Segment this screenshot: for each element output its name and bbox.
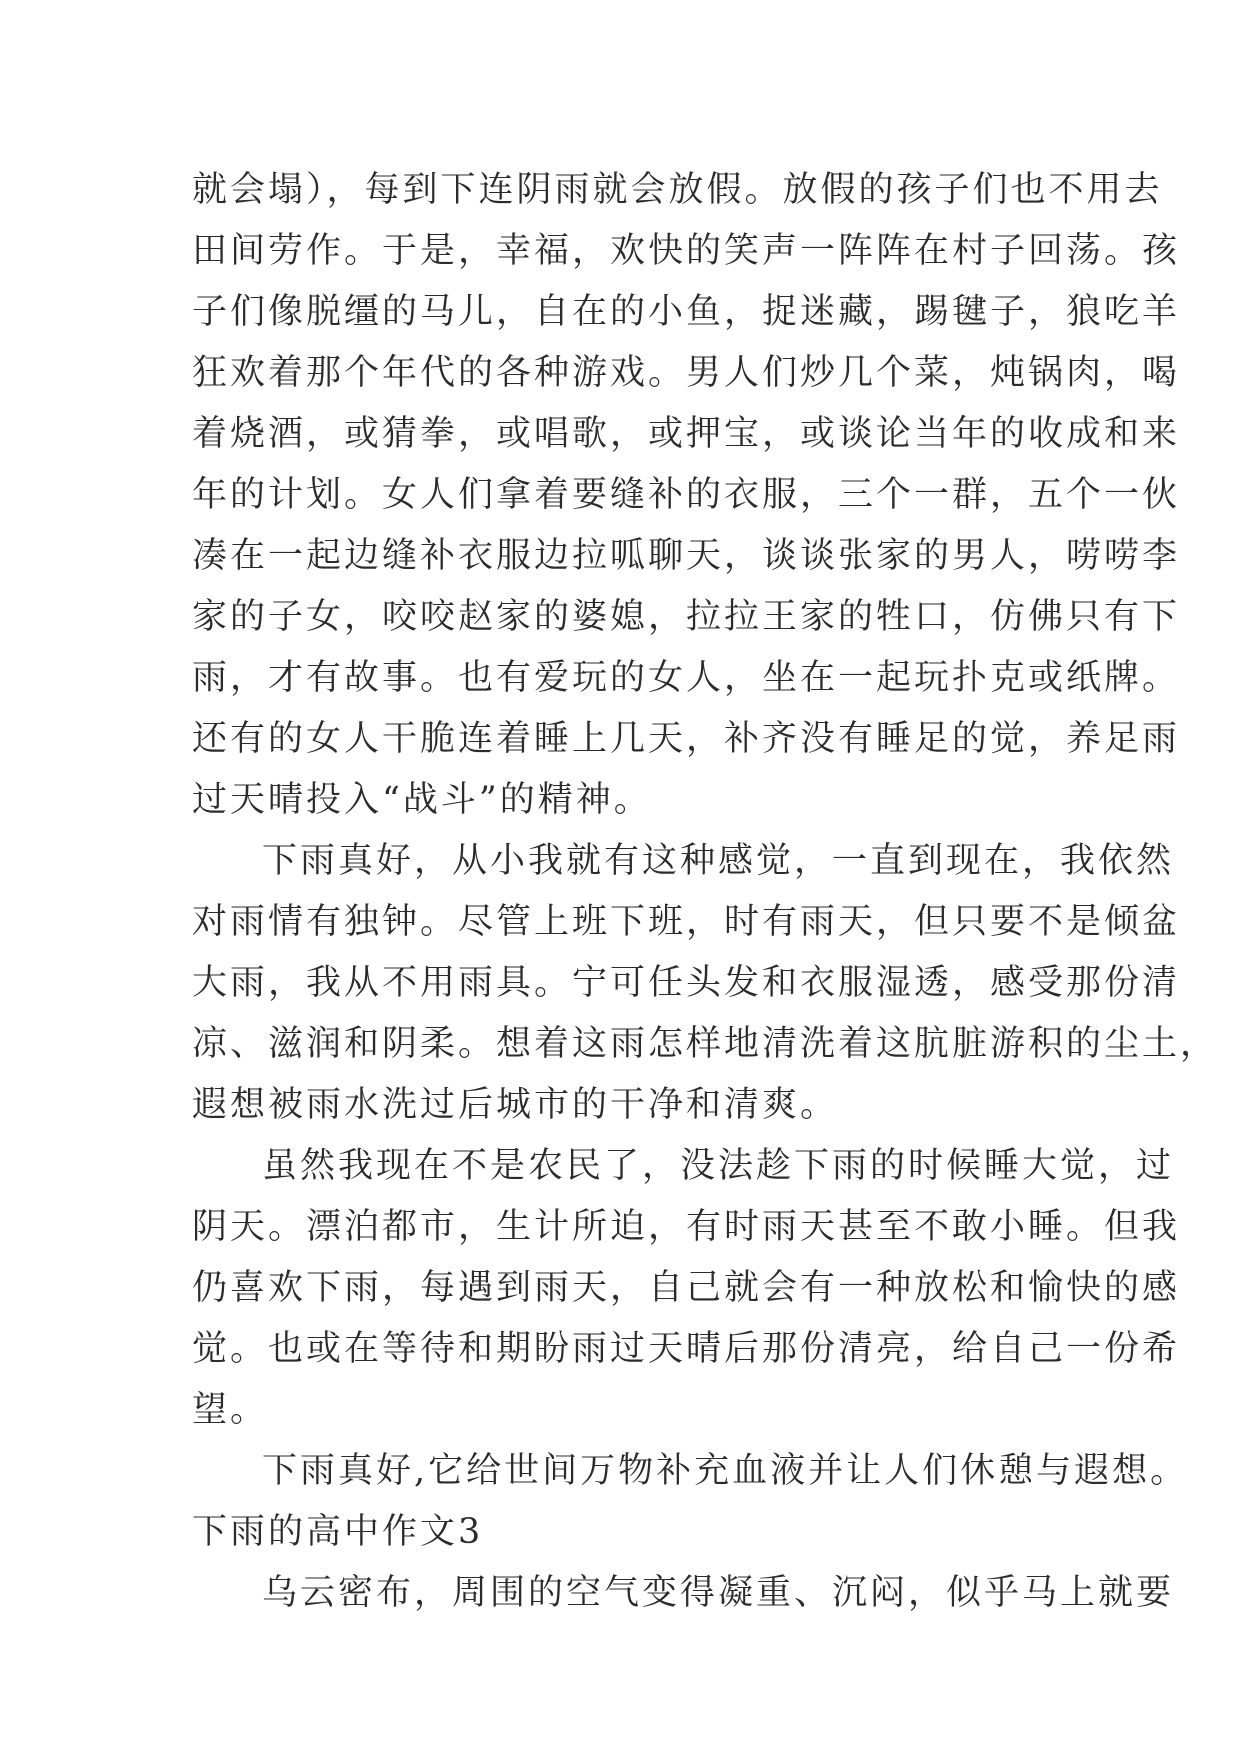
essay-text: [192, 160, 1219, 1624]
text-line: 望。: [192, 1390, 269, 1430]
paragraph-start-line: 下雨真好，从小我就有这种感觉，一直到现在，我依然: [262, 841, 1175, 881]
paragraph-start-line: 下雨真好,它给世间万物补充血液并让人们休憩与遐想。: [262, 1451, 1189, 1491]
text-line: 就会塌），每到下连阴雨就会放假。放假的孩子们也不用去: [192, 170, 1163, 210]
paragraph-start-line: 虽然我现在不是农民了，没法趁下雨的时候睡大觉，过: [262, 1146, 1175, 1186]
text-line: 田间劳作。于是，幸福，欢快的笑声一阵阵在村子回荡。孩: [192, 231, 1181, 271]
text-line: 过天晴投入“战斗”的精神。: [192, 780, 652, 820]
text-line: 雨，才有故事。也有爱玩的女人，坐在一起玩扑克或纸牌。: [192, 658, 1181, 698]
text-line: 阴天。漂泊都市，生计所迫，有时雨天甚至不敢小睡。但我: [192, 1207, 1181, 1247]
text-line: 觉。也或在等待和期盼雨过天晴后那份清亮，给自己一份希: [192, 1329, 1181, 1369]
paragraph-start-line: 乌云密布，周围的空气变得凝重、沉闷，似乎马上就要: [262, 1573, 1175, 1613]
text-line: 还有的女人干脆连着睡上几天，补齐没有睡足的觉，养足雨: [192, 719, 1181, 759]
text-line: 子们像脱缰的马儿，自在的小鱼，捉迷藏，踢毽子，狼吃羊: [192, 292, 1181, 332]
text-line: 凉、滋润和阴柔。想着这雨怎样地清洗着这肮脏游积的尘土，: [192, 1024, 1219, 1064]
text-line: 仍喜欢下雨，每遇到雨天，自己就会有一种放松和愉快的感: [192, 1268, 1181, 1308]
text-line: 家的子女，咬咬赵家的婆媳，拉拉王家的牲口，仿佛只有下: [192, 597, 1181, 637]
text-line: 大雨，我从不用雨具。宁可任头发和衣服湿透，感受那份清: [192, 963, 1181, 1003]
text-line: 年的计划。女人们拿着要缝补的衣服，三个一群，五个一伙: [192, 475, 1181, 515]
text-line: 遐想被雨水洗过后城市的干净和清爽。: [192, 1085, 839, 1125]
text-line: 着烧酒，或猜拳，或唱歌，或押宝，或谈论当年的收成和来: [192, 414, 1181, 454]
text-line: 凑在一起边缝补衣服边拉呱聊天，谈谈张家的男人，唠唠李: [192, 536, 1181, 576]
text-line: 狂欢着那个年代的各种游戏。男人们炒几个菜，炖锅肉，喝: [192, 353, 1181, 393]
text-line: 对雨情有独钟。尽管上班下班，时有雨天，但只要不是倾盆: [192, 902, 1181, 942]
section-heading: 下雨的高中作文3: [192, 1512, 484, 1552]
